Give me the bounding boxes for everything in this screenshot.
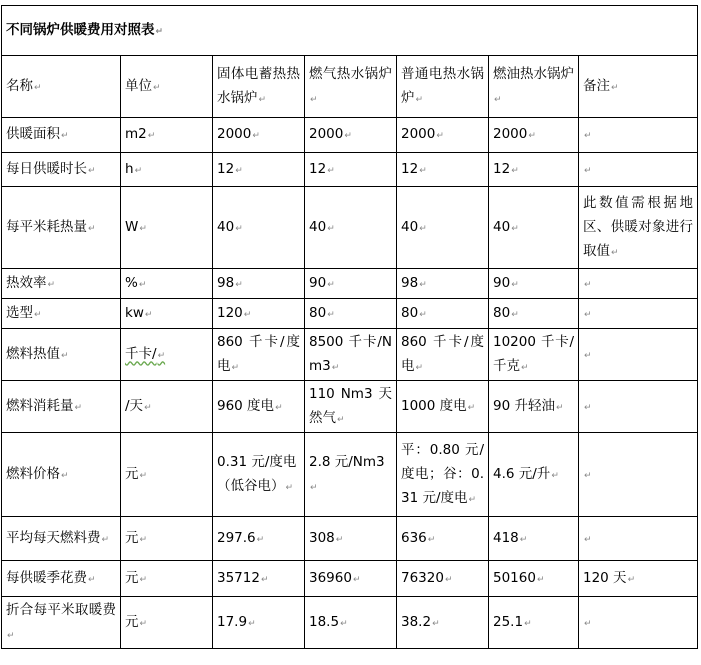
cell-gas: 40 ↵ xyxy=(305,187,397,269)
cell-electric: 2000 ↵ xyxy=(397,118,489,153)
cell-electric: 80 ↵ xyxy=(397,299,489,329)
cell-solid: 120 ↵ xyxy=(213,299,305,329)
cell-oil: 418 ↵ xyxy=(489,517,579,561)
table-row xyxy=(2,433,698,517)
row-unit: h ↵ xyxy=(121,153,213,187)
cell-note xyxy=(579,153,698,187)
cell-gas: 8500 千卡/Nm3 ↵ xyxy=(305,329,397,381)
cell-electric: 76320 ↵ xyxy=(397,561,489,597)
cell-gas: 80 ↵ xyxy=(305,299,397,329)
cell-gas: 90 ↵ xyxy=(305,269,397,299)
row-unit: 千卡/ ↵ xyxy=(121,329,213,381)
row-name: 每供暖季花费 ↵ xyxy=(2,561,121,597)
cell-oil: 90 ↵ xyxy=(489,269,579,299)
row-unit: 元 ↵ xyxy=(121,561,213,597)
header-cell: 单位 ↵ xyxy=(121,56,213,118)
cell-solid: 98 ↵ xyxy=(213,269,305,299)
row-name: 平均每天燃料费 ↵ xyxy=(2,517,121,561)
row-unit: W ↵ xyxy=(121,187,213,269)
cell-solid: 0.31 元/度电（低谷电） ↵ xyxy=(213,433,305,517)
cell-solid: 17.9 ↵ xyxy=(213,597,305,649)
cell-note xyxy=(579,517,698,561)
header-cell: 固体电蓄热热水锅炉 ↵ xyxy=(213,56,305,118)
header-cell: 燃气热水锅炉 ↵ xyxy=(305,56,397,118)
table-row xyxy=(2,381,698,433)
header-row xyxy=(2,56,698,118)
row-unit: /天 ↵ xyxy=(121,381,213,433)
cell-electric: 98 ↵ xyxy=(397,269,489,299)
cell-solid: 35712 ↵ xyxy=(213,561,305,597)
row-unit: % ↵ xyxy=(121,269,213,299)
cell-solid: 960 度电 ↵ xyxy=(213,381,305,433)
table-row xyxy=(2,517,698,561)
row-name: 每日供暖时长 ↵ xyxy=(2,153,121,187)
table-row xyxy=(2,561,698,597)
row-unit: 元 ↵ xyxy=(121,517,213,561)
row-name: 燃料热值 ↵ xyxy=(2,329,121,381)
row-unit: m2 ↵ xyxy=(121,118,213,153)
cell-note xyxy=(579,299,698,329)
cell-electric: 平：0.80 元/度电；谷：0.31 元/度电 ↵ xyxy=(397,433,489,517)
cell-oil: 10200 千卡/千克 ↵ xyxy=(489,329,579,381)
cell-oil: 2000 ↵ xyxy=(489,118,579,153)
cell-solid: 860 千卡/度电 ↵ xyxy=(213,329,305,381)
table-row xyxy=(2,153,698,187)
row-name: 供暖面积 ↵ xyxy=(2,118,121,153)
title-row xyxy=(2,6,698,56)
cell-electric: 12 ↵ xyxy=(397,153,489,187)
cell-oil: 50160 ↵ xyxy=(489,561,579,597)
header-cell: 备注 ↵ xyxy=(579,56,698,118)
row-name: 折合每平米取暖费 ↵ xyxy=(2,597,121,649)
cell-electric: 1000 度电 ↵ xyxy=(397,381,489,433)
cell-note xyxy=(579,381,698,433)
heating-cost-table xyxy=(1,5,698,649)
header-cell: 燃油热水锅炉 ↵ xyxy=(489,56,579,118)
cell-electric: 860 千卡/度电 ↵ xyxy=(397,329,489,381)
cell-electric: 636 ↵ xyxy=(397,517,489,561)
row-unit: 元 ↵ xyxy=(121,597,213,649)
cell-oil: 12 ↵ xyxy=(489,153,579,187)
table-row xyxy=(2,597,698,649)
cell-note xyxy=(579,329,698,381)
cell-gas: 36960 ↵ xyxy=(305,561,397,597)
cell-electric: 38.2 ↵ xyxy=(397,597,489,649)
row-name: 选型 ↵ xyxy=(2,299,121,329)
row-unit: kw ↵ xyxy=(121,299,213,329)
cell-solid: 2000 ↵ xyxy=(213,118,305,153)
cell-note xyxy=(579,118,698,153)
cell-note xyxy=(579,433,698,517)
cell-note xyxy=(579,597,698,649)
cell-solid: 12 ↵ xyxy=(213,153,305,187)
cell-gas: 308 ↵ xyxy=(305,517,397,561)
cell-oil: 80 ↵ xyxy=(489,299,579,329)
row-name: 每平米耗热量 ↵ xyxy=(2,187,121,269)
row-name: 热效率 ↵ xyxy=(2,269,121,299)
cell-oil: 40 ↵ xyxy=(489,187,579,269)
cell-gas: 2000 ↵ xyxy=(305,118,397,153)
table-row xyxy=(2,269,698,299)
table-row xyxy=(2,329,698,381)
cell-oil: 25.1 ↵ xyxy=(489,597,579,649)
table-row xyxy=(2,118,698,153)
cell-gas: 110 Nm3 天然气 ↵ xyxy=(305,381,397,433)
table-title: 不同锅炉供暖费用对照表 ↵ xyxy=(2,6,698,56)
cell-oil: 90 升轻油 ↵ xyxy=(489,381,579,433)
row-name: 燃料消耗量 ↵ xyxy=(2,381,121,433)
cell-note: 此数值需根据地区、供暖对象进行取值 ↵ xyxy=(579,187,698,269)
table-row xyxy=(2,299,698,329)
cell-gas: 2.8 元/Nm3 ↵ xyxy=(305,433,397,517)
header-cell: 普通电热水锅炉 ↵ xyxy=(397,56,489,118)
cell-note xyxy=(579,269,698,299)
cell-note: 120 天 ↵ xyxy=(579,561,698,597)
cell-electric: 40 ↵ xyxy=(397,187,489,269)
cell-oil: 4.6 元/升 ↵ xyxy=(489,433,579,517)
cell-gas: 18.5 ↵ xyxy=(305,597,397,649)
row-unit: 元 ↵ xyxy=(121,433,213,517)
cell-gas: 12 ↵ xyxy=(305,153,397,187)
table-row xyxy=(2,187,698,269)
cell-solid: 40 ↵ xyxy=(213,187,305,269)
header-cell: 名称 ↵ xyxy=(2,56,121,118)
row-name: 燃料价格 ↵ xyxy=(2,433,121,517)
cell-solid: 297.6 ↵ xyxy=(213,517,305,561)
